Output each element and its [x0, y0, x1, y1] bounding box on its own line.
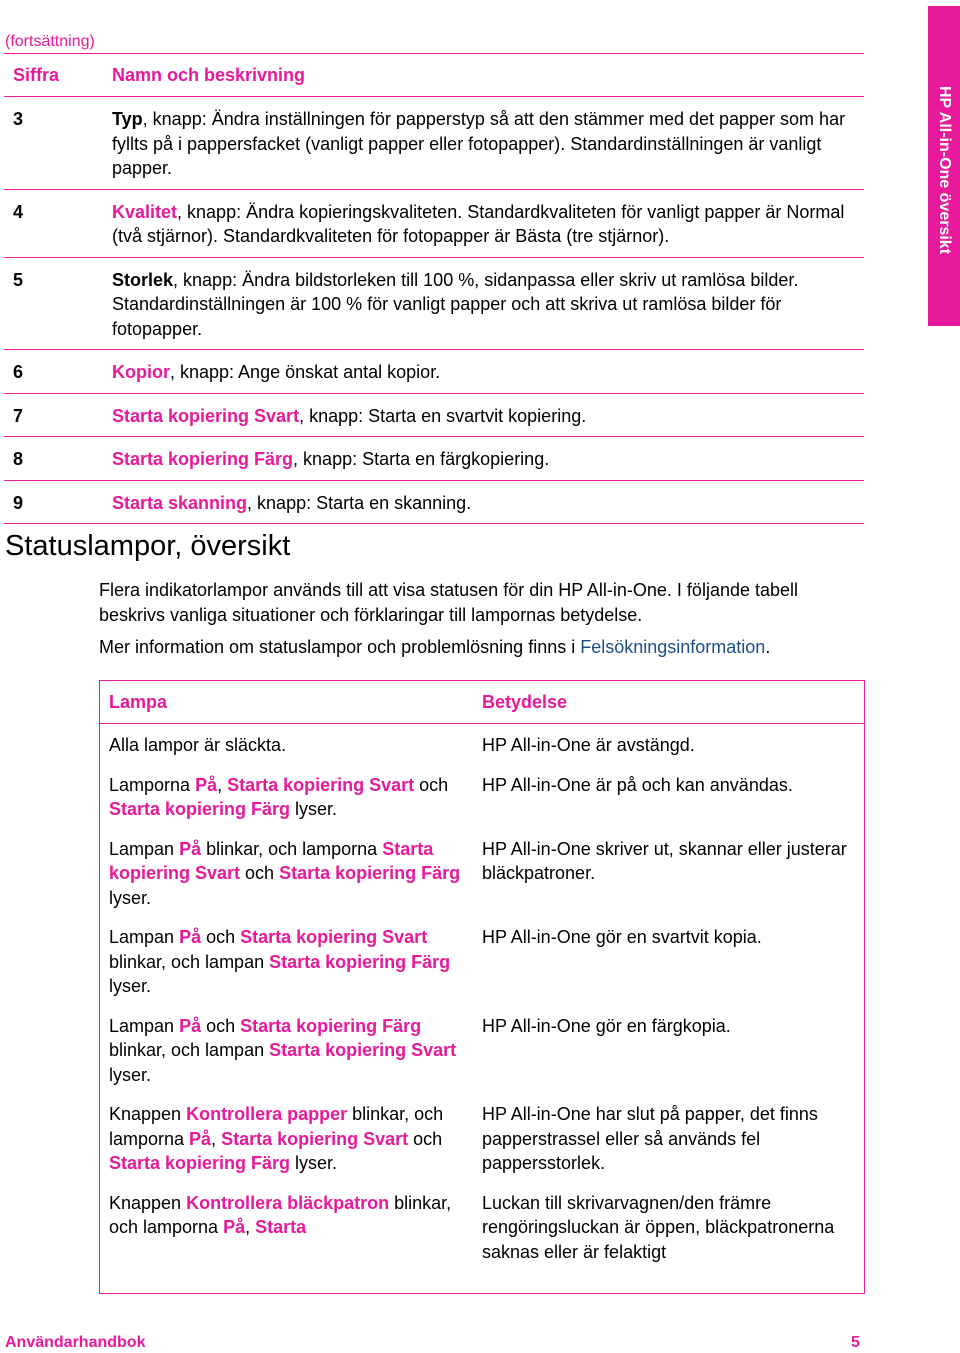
header-lamp: Lampa — [109, 691, 168, 712]
control-name: Starta kopiering Svart — [109, 838, 434, 883]
text-run: , — [217, 774, 228, 795]
text-run: , knapp: Ändra bildstorleken till 100 %, sidanpassa eller skriv ut ramlösa bilder. Standardinställningen är 100 % för vanligt papper och att skriva ut ramlösa bilder för fotopapper. — [112, 269, 799, 339]
control-name: Starta kopiering Svart — [227, 774, 415, 795]
text-run: , knapp: Ändra kopieringskvaliteten. Standardkvaliteten för vanligt papper är Normal (två stjärnor). Standardkvaliteten för fotopapper är Bästa (tre stjärnor). — [112, 201, 845, 246]
lamp-state — [100, 1014, 482, 1088]
table-row — [4, 350, 864, 394]
text-run: lyser. — [109, 976, 152, 996]
table-row — [100, 724, 864, 764]
intro-paragraph-more-info — [99, 635, 859, 660]
row-description — [112, 190, 864, 257]
control-name: Starta kopiering Färg — [109, 1153, 291, 1173]
control-name: Starta kopiering Svart — [269, 1040, 457, 1060]
intro-text-after-link: . — [765, 637, 771, 657]
control-name: På — [189, 1128, 212, 1149]
row-description — [112, 481, 864, 524]
table-header — [100, 681, 864, 724]
control-name: På — [179, 838, 202, 859]
lamp-state — [100, 733, 482, 758]
table-row — [4, 190, 864, 258]
table-row — [100, 916, 864, 1005]
row-number: 4 — [13, 201, 24, 222]
text-run: blinkar, och lamporna — [201, 838, 383, 859]
control-name: Starta — [255, 1217, 307, 1237]
lamp-meaning: HP All-in-One gör en svartvit kopia. — [482, 927, 762, 947]
row-description — [112, 437, 864, 480]
text-run: , — [245, 1217, 256, 1237]
lamp-meaning: HP All-in-One är avstängd. — [482, 735, 695, 755]
table-row — [4, 97, 864, 190]
text-run: och — [201, 1015, 241, 1036]
header-name-description: Namn och beskrivning — [112, 64, 306, 85]
control-name-bold: Typ — [112, 109, 143, 129]
control-name: Starta kopiering Svart — [221, 1128, 409, 1149]
intro-paragraph: Flera indikatorlampor används till att visa statusen för din HP All-in-One. I följande tabell beskrivs vanliga situationer och förklaringar till lampornas betydelse. — [99, 580, 799, 625]
control-name: Kontrollera bläckpatron — [186, 1192, 390, 1213]
control-name-bold: Storlek — [112, 269, 174, 290]
control-name: Starta kopiering Färg — [112, 449, 294, 469]
text-run: , knapp: Ändra inställningen för papperstyp så att den stämmer med det papper som har fyllts på i pappersfacket (vanligt papper eller fotopapper). Standardinställningen är vanligt papper. — [112, 109, 846, 178]
header-meaning: Betydelse — [482, 691, 568, 712]
table-row — [100, 1093, 864, 1182]
side-tab-label: HP All-in-One översikt — [936, 85, 953, 255]
status-lights-table — [99, 680, 865, 1294]
text-run: , knapp: Starta en svartvit kopiering. — [299, 405, 587, 426]
control-name: Starta skanning — [112, 492, 248, 513]
text-run: , knapp: Ange önskat antal kopior. — [170, 362, 441, 382]
button-description-table — [4, 53, 864, 524]
text-run: blinkar, och lamporna — [109, 1192, 452, 1237]
row-number: 9 — [13, 492, 24, 513]
text-run: blinkar, och lampan — [109, 1040, 270, 1060]
table-row — [100, 828, 864, 917]
lamp-state — [100, 1191, 482, 1265]
lamp-meaning: HP All-in-One gör en färgkopia. — [482, 1015, 731, 1036]
row-number: 6 — [13, 362, 24, 382]
control-name: Starta kopiering Svart — [240, 927, 428, 947]
table-row — [100, 1182, 864, 1271]
row-number: 5 — [13, 269, 24, 290]
text-run: lyser. — [109, 1064, 152, 1085]
table-row — [100, 764, 864, 828]
control-name: Kopior — [112, 362, 170, 382]
section-heading: Statuslampor, översikt — [5, 530, 291, 562]
lamp-meaning: HP All-in-One är på och kan användas. — [482, 774, 793, 795]
table-body — [4, 97, 864, 524]
control-name: Starta kopiering Färg — [279, 863, 461, 883]
table-header — [4, 53, 864, 97]
row-description — [112, 97, 864, 189]
text-run: Knappen — [109, 1192, 187, 1213]
text-run: , — [211, 1128, 222, 1149]
text-run: och — [408, 1128, 443, 1149]
lamp-meaning: Luckan till skrivarvagnen/den främre rengöringsluckan är öppen, bläckpatronerna saknas eller är felaktigt — [482, 1192, 835, 1262]
header-number: Siffra — [13, 64, 60, 85]
control-name: På — [179, 1015, 202, 1036]
lamp-meaning: HP All-in-One skriver ut, skannar eller justerar bläckpatroner. — [482, 838, 847, 883]
lamp-meaning: HP All-in-One har slut på papper, det finns papperstrassel eller så används fel pappersstorlek. — [482, 1104, 818, 1173]
control-name: På — [223, 1217, 246, 1237]
text-run: , knapp: Starta en färgkopiering. — [293, 449, 550, 469]
text-run: lyser. — [290, 1153, 338, 1173]
row-number: 3 — [13, 109, 24, 129]
text-run: Lampan — [109, 838, 180, 859]
row-description — [112, 350, 864, 393]
table-body — [100, 724, 864, 1270]
troubleshooting-link[interactable]: Felsökningsinformation — [580, 637, 766, 657]
lamp-state — [100, 1102, 482, 1176]
table-row — [100, 1005, 864, 1094]
text-run: och — [414, 774, 449, 795]
side-chapter-tab — [928, 6, 960, 326]
text-run: blinkar, och lampan — [109, 951, 270, 972]
text-run: och — [201, 927, 241, 947]
text-run: Lamporna — [109, 774, 196, 795]
text-run: och — [240, 863, 280, 883]
text-run: lyser. — [290, 799, 338, 819]
lamp-state — [100, 773, 482, 822]
lamp-state — [100, 925, 482, 999]
control-name: Starta kopiering Färg — [269, 951, 451, 972]
control-name: Starta kopiering Färg — [109, 799, 291, 819]
text-run: , knapp: Starta en skanning. — [247, 492, 472, 513]
control-name: På — [179, 927, 202, 947]
table-row — [4, 258, 864, 351]
text-run: Knappen — [109, 1104, 187, 1124]
text-run: Lampan — [109, 1015, 180, 1036]
intro-text-before-link: Mer information om statuslampor och problemlösning finns i — [99, 637, 581, 657]
row-description — [112, 394, 864, 437]
text-run: blinkar, och lamporna — [109, 1104, 444, 1149]
control-name: På — [195, 774, 218, 795]
table-row — [4, 394, 864, 438]
table-row — [4, 437, 864, 481]
page-number: 5 — [851, 1334, 860, 1351]
control-name: Kvalitet — [112, 201, 178, 222]
table-row — [4, 481, 864, 525]
continuation-label: (fortsättning) — [5, 33, 95, 50]
row-number: 8 — [13, 449, 24, 469]
control-name: Starta kopiering Svart — [112, 405, 300, 426]
control-name: Kontrollera papper — [186, 1104, 348, 1124]
text-run: Lampan — [109, 927, 180, 947]
text-run: Alla lampor är släckta. — [109, 735, 287, 755]
intro-text — [99, 578, 859, 660]
control-name: Starta kopiering Färg — [240, 1015, 422, 1036]
footer-manual-title: Användarhandbok — [5, 1334, 146, 1351]
row-number: 7 — [13, 405, 24, 426]
row-description — [112, 258, 864, 350]
lamp-state — [100, 837, 482, 911]
text-run: lyser. — [109, 887, 152, 908]
